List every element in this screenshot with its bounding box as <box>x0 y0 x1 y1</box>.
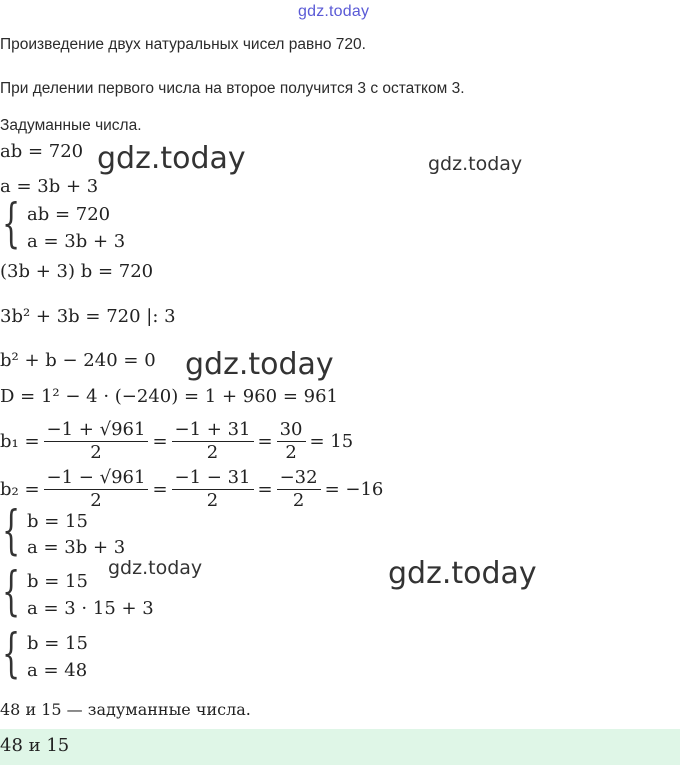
b2-fraction-2 <box>172 467 254 512</box>
system1-line2: a = 3b + 3 <box>27 231 126 252</box>
b1-f3-den: 2 <box>285 441 297 463</box>
b2-f3-num: −32 <box>277 467 321 490</box>
b2-f3-den: 2 <box>292 489 305 511</box>
root-b2 <box>0 466 383 512</box>
b1-lhs: b₁ = <box>0 430 40 452</box>
system-brace: { <box>2 194 21 254</box>
b2-f1-den: 2 <box>90 489 102 511</box>
b1-fraction-1 <box>44 419 149 464</box>
equation-a: a = 3b + 3 <box>0 176 99 197</box>
watermark: gdz.today <box>388 556 537 591</box>
equation-expanded: 3b² + 3b = 720 |: 3 <box>0 306 176 327</box>
b1-fraction-3 <box>277 419 306 464</box>
problem-line-2: При делении первого числа на второе получится 3 с остатком 3. <box>0 80 465 97</box>
equals-sign: = <box>152 430 168 452</box>
b1-f1-num: −1 + √961 <box>44 419 149 442</box>
equals-sign: = <box>152 478 168 500</box>
system-brace: { <box>2 501 21 561</box>
system3-line1: b = 15 <box>27 571 88 592</box>
system3-line2: a = 3 · 15 + 3 <box>27 598 154 619</box>
system1-line1: ab = 720 <box>27 204 111 225</box>
system2-line1: b = 15 <box>27 511 88 532</box>
site-logo[interactable]: gdz.today <box>298 3 370 20</box>
watermark: gdz.today <box>185 347 334 382</box>
system-brace: { <box>2 624 21 684</box>
watermark: gdz.today <box>428 153 523 175</box>
b1-f2-num: −1 + 31 <box>172 419 254 442</box>
b2-fraction-1 <box>44 467 149 512</box>
equals-sign: = <box>257 430 273 452</box>
system2-line2: a = 3b + 3 <box>27 537 126 558</box>
b2-lhs: b₂ = <box>0 478 40 500</box>
b1-result: = 15 <box>309 430 354 452</box>
equation-substitution: (3b + 3) b = 720 <box>0 261 154 282</box>
equals-sign: = <box>257 478 273 500</box>
equation-quadratic: b² + b − 240 = 0 <box>0 350 156 371</box>
b2-result: = −16 <box>324 478 384 500</box>
system4-line2: a = 48 <box>27 660 88 681</box>
equation-discriminant: D = 1² − 4 · (−240) = 1 + 960 = 961 <box>0 386 338 407</box>
b1-f3-num: 30 <box>277 419 306 442</box>
equation-ab: ab = 720 <box>0 141 84 162</box>
b1-f2-den: 2 <box>206 441 219 463</box>
watermark: gdz.today <box>108 557 203 579</box>
watermark: gdz.today <box>97 141 246 176</box>
b2-f2-den: 2 <box>206 489 219 511</box>
b2-fraction-3 <box>277 467 321 512</box>
system-brace: { <box>2 562 21 622</box>
b2-f2-num: −1 − 31 <box>172 467 254 490</box>
b1-f1-den: 2 <box>90 441 102 463</box>
answer-text: 48 и 15 <box>0 735 70 756</box>
conclusion: 48 и 15 — задуманные числа. <box>0 700 251 719</box>
b2-f1-num: −1 − √961 <box>44 467 149 490</box>
root-b1 <box>0 418 353 464</box>
problem-line-3: Задуманные числа. <box>0 117 142 134</box>
answer-box <box>0 729 680 765</box>
problem-line-1: Произведение двух натуральных чисел равно 720. <box>0 36 366 53</box>
system4-line1: b = 15 <box>27 633 88 654</box>
b1-fraction-2 <box>172 419 254 464</box>
